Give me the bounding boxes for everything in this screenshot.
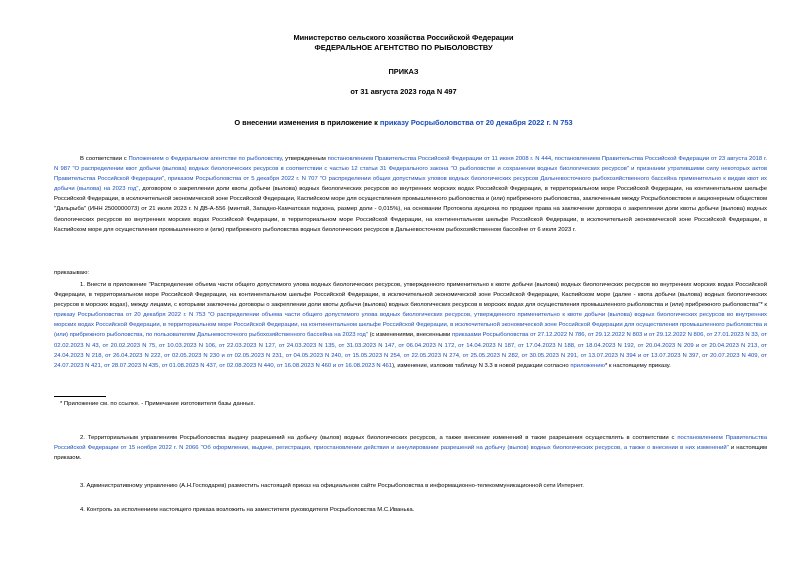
order-707-link[interactable]: приказом Росрыболовства от 5 декабря 2022 г. N 707 "О распределении общих допустимых уловов водных биологических ресурсов Дальневосточного рыбохозяйственного бассейна применительно к видам квот их добычи (вылова) на 2023 год" <box>54 176 767 193</box>
doc-date-number: от 31 августа 2023 года N 497 <box>350 87 457 96</box>
order-word: приказываю: <box>54 270 90 276</box>
item-2-text: 2. Территориальным управлениям Росрыболовства выдачу разрешений на добычу (вылов) водных биологических ресурсов, а также внесение изменений в такие разрешения осуществлять в соответствии с <box>80 435 678 441</box>
item-4-paragraph: 4. Контроль за исполнением настоящего приказа возложить на заместителя руководителя Росрыболовства М.С.Иванька. <box>80 507 415 513</box>
preamble-text: В соответствии с <box>80 156 129 162</box>
item-1-text: ), изменение, изложив таблицу N 3.3 в новой редакции согласно <box>392 362 571 369</box>
regulation-link[interactable]: Положением о Федеральном агентстве по рыболовству <box>128 156 282 162</box>
government-decree-987-link[interactable]: постановлением Правительства Российской Федерации от 23 августа 2018 г. N 987 "О распределении квот добычи (вылова) водных биологических ресурсов в соответствии с частью 12 статьи 31 Федерального закона "О рыболовстве и сохранении водных биологических ресурсов" и признании утратившими силу некоторых актов Правительства Российской Федерации" <box>54 156 768 183</box>
appendix-link[interactable]: приложению <box>570 362 605 369</box>
preamble-text: , <box>164 176 168 183</box>
item-1-text: * к настоящему приказу. <box>604 362 671 369</box>
item-1-paragraph <box>54 280 767 371</box>
agency-heading: ФЕДЕРАЛЬНОЕ АГЕНТСТВО ПО РЫБОЛОВСТВУ <box>314 43 493 52</box>
item-2-text: и настоящим приказом. <box>54 445 768 462</box>
item-1-text: 1. Внести в приложение "Распределение объема части общего допустимого улова водных биологических ресурсов, утвержденного применительно к квоте добычи (вылова) водных биологических ресурсов во внутренних морских водах Российской Федерации, в территориальном море Российской Федерации, на континентальном шельфе Российской Федерации, в исключительной экономической зоне Российской Федерации, Каспийском море (далее - квота добычи (вылова) водных биологических ресурсов в морских водах), между лицами, с которыми заключены договоры о закреплении доли квоты добычи (вылова) водных биологических ресурсов в морских водах для осуществления промышленного рыболовства и (или) прибрежного рыболовства"* к <box>54 282 767 309</box>
footnote: * Приложение см. по ссылке. - Примечание изготовителя базы данных. <box>60 401 256 407</box>
preamble-text: , утвержденным <box>281 156 328 162</box>
preamble-text: , договором о закреплении доли квоты добычи (вылова) водных биологических ресурсов во внутренних морских водах Российской Федерации, в территориальном море Российской Федерации, на континентальном шельфе Российской Федерации, в исключительной экономической зоне Российской Федерации, Каспийском море для осуществления промышленного рыболовства и (или) прибрежного рыболовства, заключенным между Росрыболовством и акционерным обществом "Дальрыба" (ИНН 2500000073) от 21 июля 2023 г. N ДВ-А-556 (минтай, Западно-Камчатская подзона, размер доли - 0,015%), на основании Протокола аукциона по продаже права на заключение договора о закреплении доли квоты добычи (вылова) водных биологических ресурсов во внутренних морских водах Российской Федерации, в территориальном море Российской Федерации, на континентальном шельфе Российской Федерации, в исключительной экономической зоне Российской Федерации, в Каспийском море для осуществления промышленного и (или) прибрежного рыболовства водных биологических ресурсов в Дальневосточном рыбохозяйственном бассейне от 6 июля 2023 г. <box>54 186 767 233</box>
item-3-paragraph: 3. Административному управлению (А.Н.Господарев) разместить настоящий приказ на официальном сайте Росрыболовства в информационно-телекоммуникационной сети Интернет. <box>80 483 584 489</box>
ministry-heading: Министерство сельского хозяйства Российской Федерации <box>293 33 514 42</box>
government-decree-link[interactable]: постановлением Правительства Российской Федерации от 11 июня 2008 г. N 444 <box>327 156 552 162</box>
government-decree-2066-link[interactable]: постановлением Правительства Российской Федерации от 15 ноября 2022 г. N 2066 "Об оформлении, выдаче, регистрации, приостановлении действия и аннулировании разрешений на добычу (вылов) водных биологических ресурсов, а также о внесении в них изменений" <box>54 435 767 452</box>
amending-orders-link[interactable]: приказами Росрыболовства от 27.12.2022 N 786, от 29.12.2022 N 803 и от 29.12.2022 N 806, от 27.01.2023 N 33, от 02.02.2023 N 43, от 20.02.2023 N 75, от 10.03.2023 N 106, от 22.03.2023 N 127, от 24.03.2023 N 135, от 31.03.2023 N 147, от 06.04.2023 N 172, от 14.04.2023 N 187, от 17.04.2023 N 188, от 18.04.2023 N 192, от 20.04.2023 N 209 и от 20.04.2023 N 213, от 24.04.2023 N 218, от 26.04.2023 N 222, от 02.05.2023 N 230 и от 02.05.2023 N 231, от 04.05.2023 N 240, от 15.05.2023 N 254, от 22.05.2023 N 274, от 25.05.2023 N 282, от 30.05.2023 N 291, от 13.07.2023 N 394 и от 13.07.2023 N 397, от 20.07.2023 N 409, от 24.07.2023 N 421, от 28.07.2023 N 435, от 01.08.2023 N 437, от 02.08.2023 N 440, от 16.08.2023 N 460 и от 16.08.2023 N 461 <box>54 332 767 369</box>
footnote-separator <box>54 396 106 397</box>
item-1-text: (с изменениями, внесенными <box>367 332 453 339</box>
order-753-link[interactable]: приказу Росрыболовства от 20 декабря 2022 г. N 753 "О распределении объема части общего допустимого улова водных биологических ресурсов, утвержденного применительно к квоте добычи (вылова) водных биологических ресурсов во внутренних морских водах Российской Федерации, в территориальном море Российской Федерации, на континентальном шельфе Российской Федерации, в исключительной экономической зоне Российской Федерации для осуществления промышленного рыболовства и (или) прибрежного рыболовства, по пользователям Дальневосточного рыбохозяйственного бассейна на 2023 год" <box>54 312 767 339</box>
doc-type-heading: ПРИКАЗ <box>388 67 419 76</box>
doc-title-link[interactable]: приказу Росрыболовства от 20 декабря 2022 г. N 753 <box>379 118 573 127</box>
item-2-paragraph <box>54 433 767 463</box>
doc-title-prefix: О внесении изменения в приложение к <box>234 118 380 127</box>
preamble-text: , <box>551 156 555 162</box>
doc-title <box>0 118 807 127</box>
preamble-paragraph <box>54 154 767 235</box>
